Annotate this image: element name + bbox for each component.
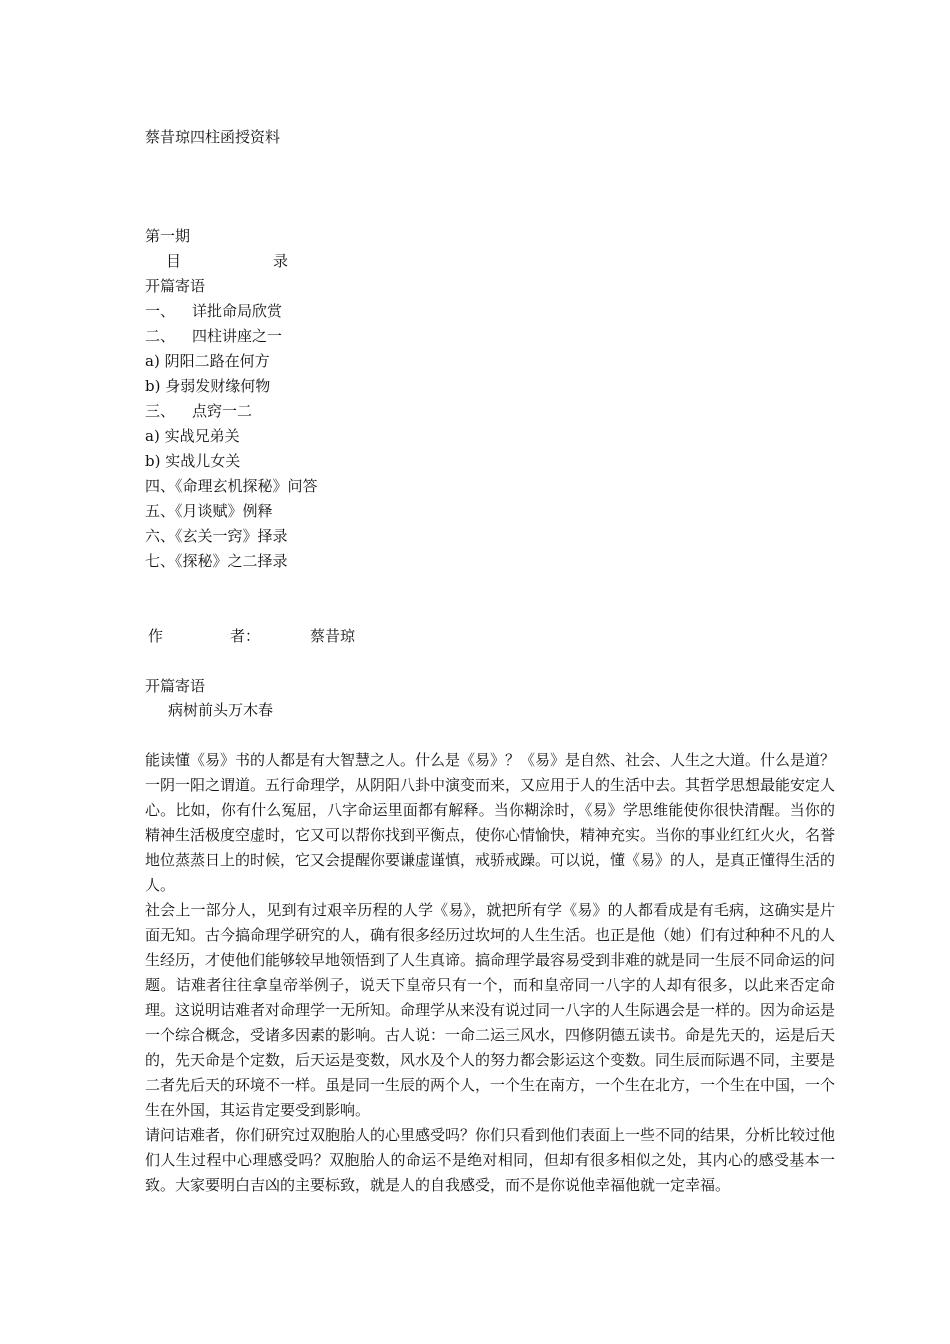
author-label-1: 作 <box>148 627 164 645</box>
toc-item <box>145 526 318 551</box>
body-text <box>145 748 835 1198</box>
toc-heading <box>166 251 288 271</box>
toc-item-text: a) 实战兄弟关 <box>145 427 240 445</box>
toc-item-text: 七、《探秘》之二择录 <box>145 552 288 570</box>
toc-item <box>145 426 318 451</box>
author-name: 蔡昔琼 <box>310 627 356 645</box>
toc-item-text: b) 身弱发财缘何物 <box>145 377 271 395</box>
toc-item-text: 开篇寄语 <box>145 277 206 295</box>
toc-item <box>145 276 318 301</box>
table-of-contents <box>145 276 318 576</box>
toc-heading-left: 目 <box>166 252 182 270</box>
toc-item-number: 二、 <box>145 327 176 345</box>
author-line <box>148 626 355 646</box>
author-label-2: 者： <box>230 627 261 645</box>
toc-item-text: 点窍一二 <box>192 402 253 420</box>
toc-item-text: b) 实战儿女关 <box>145 452 241 470</box>
section-title: 开篇寄语 <box>145 677 206 695</box>
toc-item <box>145 551 318 576</box>
paragraph: 社会上一部分人，见到有过艰辛历程的人学《易》，就把所有学《易》的人都看成是有毛病，这确实是片面无知。古今搞命理学研究的人，确有很多经历过坎坷的人生生活。也正是他（她）们有过种种不凡的人生经历，才使他们能够较早地领悟到了人生真谛。搞命理学最容易受到非难的就是同一生辰不同命运的问题。诘难者往往拿皇帝举例子，说天下皇帝只有一个，而和皇帝同一八字的人却有很多，以此来否定命理。这说明诘难者对命理学一无所知。命理学从来没有说过同一八字的人生际遇会是一样的。因为命运是一个综合概念，受诸多因素的影响。古人说：一命二运三风水，四修阴德五读书。命是先天的，运是后天的，先天命是个定数，后天运是变数，风水及个人的努力都会影运这个变数。同生辰而际遇不同，主要是二者先后天的环境不一样。虽是同一生辰的两个人，一个生在南方，一个生在北方，一个生在中国，一个生在外国，其运肯定要受到影响。 <box>145 901 836 1119</box>
toc-item <box>145 401 318 426</box>
toc-item <box>145 501 318 526</box>
toc-item-number: 三、 <box>145 402 176 420</box>
toc-item <box>145 376 318 401</box>
toc-item-text: 五、《月谈赋》例释 <box>145 502 273 520</box>
toc-item-number: 一、 <box>145 302 176 320</box>
toc-item-text: 六、《玄关一窍》择录 <box>145 527 288 545</box>
paragraph: 能读懂《易》书的人都是有大智慧之人。什么是《易》？《易》是自然、社会、人生之大道。什么是道？一阴一阳之谓道。五行命理学，从阴阳八卦中演变而来，又应用于人的生活中去。其哲学思想最能安定人心。比如，你有什么冤屈，八字命运里面都有解释。当你糊涂时，《易》学思维能使你很快清醒。当你的精神生活极度空虚时，它又可以帮你找到平衡点，使你心情愉快，精神充实。当你的事业红红火火，名誉地位蒸蒸日上的时候，它又会提醒你要谦虚谨慎，戒骄戒躁。可以说，懂《易》的人，是真正懂得生活的人。 <box>145 751 836 894</box>
toc-item-text: a) 阴阳二路在何方 <box>145 352 270 370</box>
toc-item <box>145 451 318 476</box>
toc-item <box>145 301 318 326</box>
toc-heading-right: 录 <box>273 252 289 270</box>
toc-item <box>145 476 318 501</box>
toc-item-text: 详批命局欣赏 <box>192 302 283 320</box>
toc-item <box>145 351 318 376</box>
document-title: 蔡昔琼四柱函授资料 <box>145 128 281 146</box>
section-subtitle: 病树前头万木春 <box>168 701 274 719</box>
toc-item-text: 四、《命理玄机探秘》问答 <box>145 477 318 495</box>
issue-label: 第一期 <box>145 227 191 245</box>
paragraph: 请问诘难者，你们研究过双胞胎人的心里感受吗？你们只看到他们表面上一些不同的结果，分析比较过他们人生过程中心理感受吗？双胞胎人的命运不是绝对相同，但却有很多相似之处，其内心的感受基本一致。大家要明白吉凶的主要标致，就是人的自我感受，而不是你说他幸福他就一定幸福。 <box>145 1126 836 1194</box>
toc-item-text: 四柱讲座之一 <box>192 327 283 345</box>
toc-item <box>145 326 318 351</box>
